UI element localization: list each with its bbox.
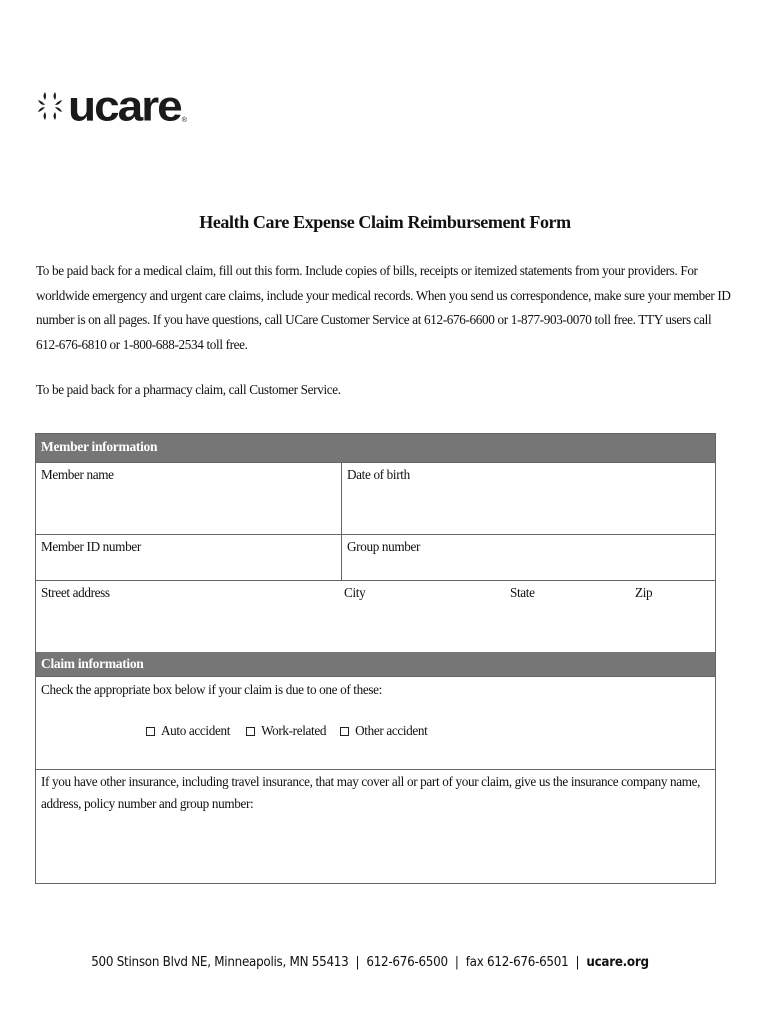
footer-separator: |: [355, 955, 360, 970]
member-id-row: [36, 534, 715, 580]
other-insurance-prompt: If you have other insurance, including travel insurance, that may cover all or part of your claim, give us the insurance company name, address, policy number and group number:: [41, 774, 701, 811]
claim-form: [35, 433, 716, 884]
work-related-option[interactable]: [246, 723, 326, 739]
claim-information-header: Claim information: [36, 652, 715, 676]
date-of-birth-field[interactable]: Date of birth: [347, 467, 410, 482]
intro-paragraph: To be paid back for a medical claim, fill out this form. Include copies of bills, receipts or itemized statements from your providers. For worldwide emergency and urgent care claims, include your medical records. When you send us correspondence, make sure your member ID number is on all pages. If you have questions, call UCare Customer Service at 612-676-6600 or 1-877-903-0070 toll free. TTY users call 612-676-6810 or 1-800-688-2534 toll free.: [36, 263, 731, 352]
footer-fax: fax 612-676-6501: [465, 955, 569, 970]
ucare-logo: [36, 82, 187, 130]
accident-checkboxes: [146, 723, 427, 739]
member-id-field[interactable]: Member ID number: [41, 539, 141, 554]
auto-accident-label: Auto accident: [161, 723, 231, 738]
registered-mark: ®: [181, 117, 187, 124]
footer-phone: 612-676-6500: [366, 955, 448, 970]
member-information-header: Member information: [36, 434, 715, 462]
ucare-wordmark: ucare: [68, 82, 181, 130]
city-field[interactable]: City: [344, 585, 366, 600]
member-name-row: [36, 462, 715, 534]
state-field[interactable]: State: [510, 585, 535, 600]
pharmacy-note: To be paid back for a pharmacy claim, call Customer Service.: [36, 382, 341, 397]
zip-field[interactable]: Zip: [635, 585, 653, 600]
street-address-field[interactable]: Street address: [41, 585, 110, 600]
auto-accident-option[interactable]: [146, 723, 230, 739]
checkbox-icon[interactable]: [146, 727, 155, 736]
footer: [30, 955, 711, 970]
ucare-asterisk-icon: [36, 86, 64, 126]
checkbox-icon[interactable]: [246, 727, 255, 736]
member-name-field[interactable]: Member name: [41, 467, 114, 482]
checkbox-icon[interactable]: [340, 727, 349, 736]
other-accident-option[interactable]: [340, 723, 427, 739]
work-related-label: Work-related: [261, 723, 327, 738]
footer-separator: |: [575, 955, 580, 970]
address-row: [36, 580, 715, 652]
page-title: Health Care Expense Claim Reimbursement Form: [199, 212, 571, 232]
other-accident-label: Other accident: [355, 723, 428, 738]
check-prompt: Check the appropriate box below if your claim is due to one of these:: [41, 682, 382, 697]
divider: [341, 535, 342, 581]
footer-separator: |: [454, 955, 459, 970]
footer-address: 500 Stinson Blvd NE, Minneapolis, MN 55413: [91, 955, 349, 970]
divider: [341, 463, 342, 535]
footer-website-link[interactable]: ucare.org: [586, 955, 649, 970]
group-number-field[interactable]: Group number: [347, 539, 421, 554]
other-insurance-row[interactable]: [36, 769, 715, 883]
